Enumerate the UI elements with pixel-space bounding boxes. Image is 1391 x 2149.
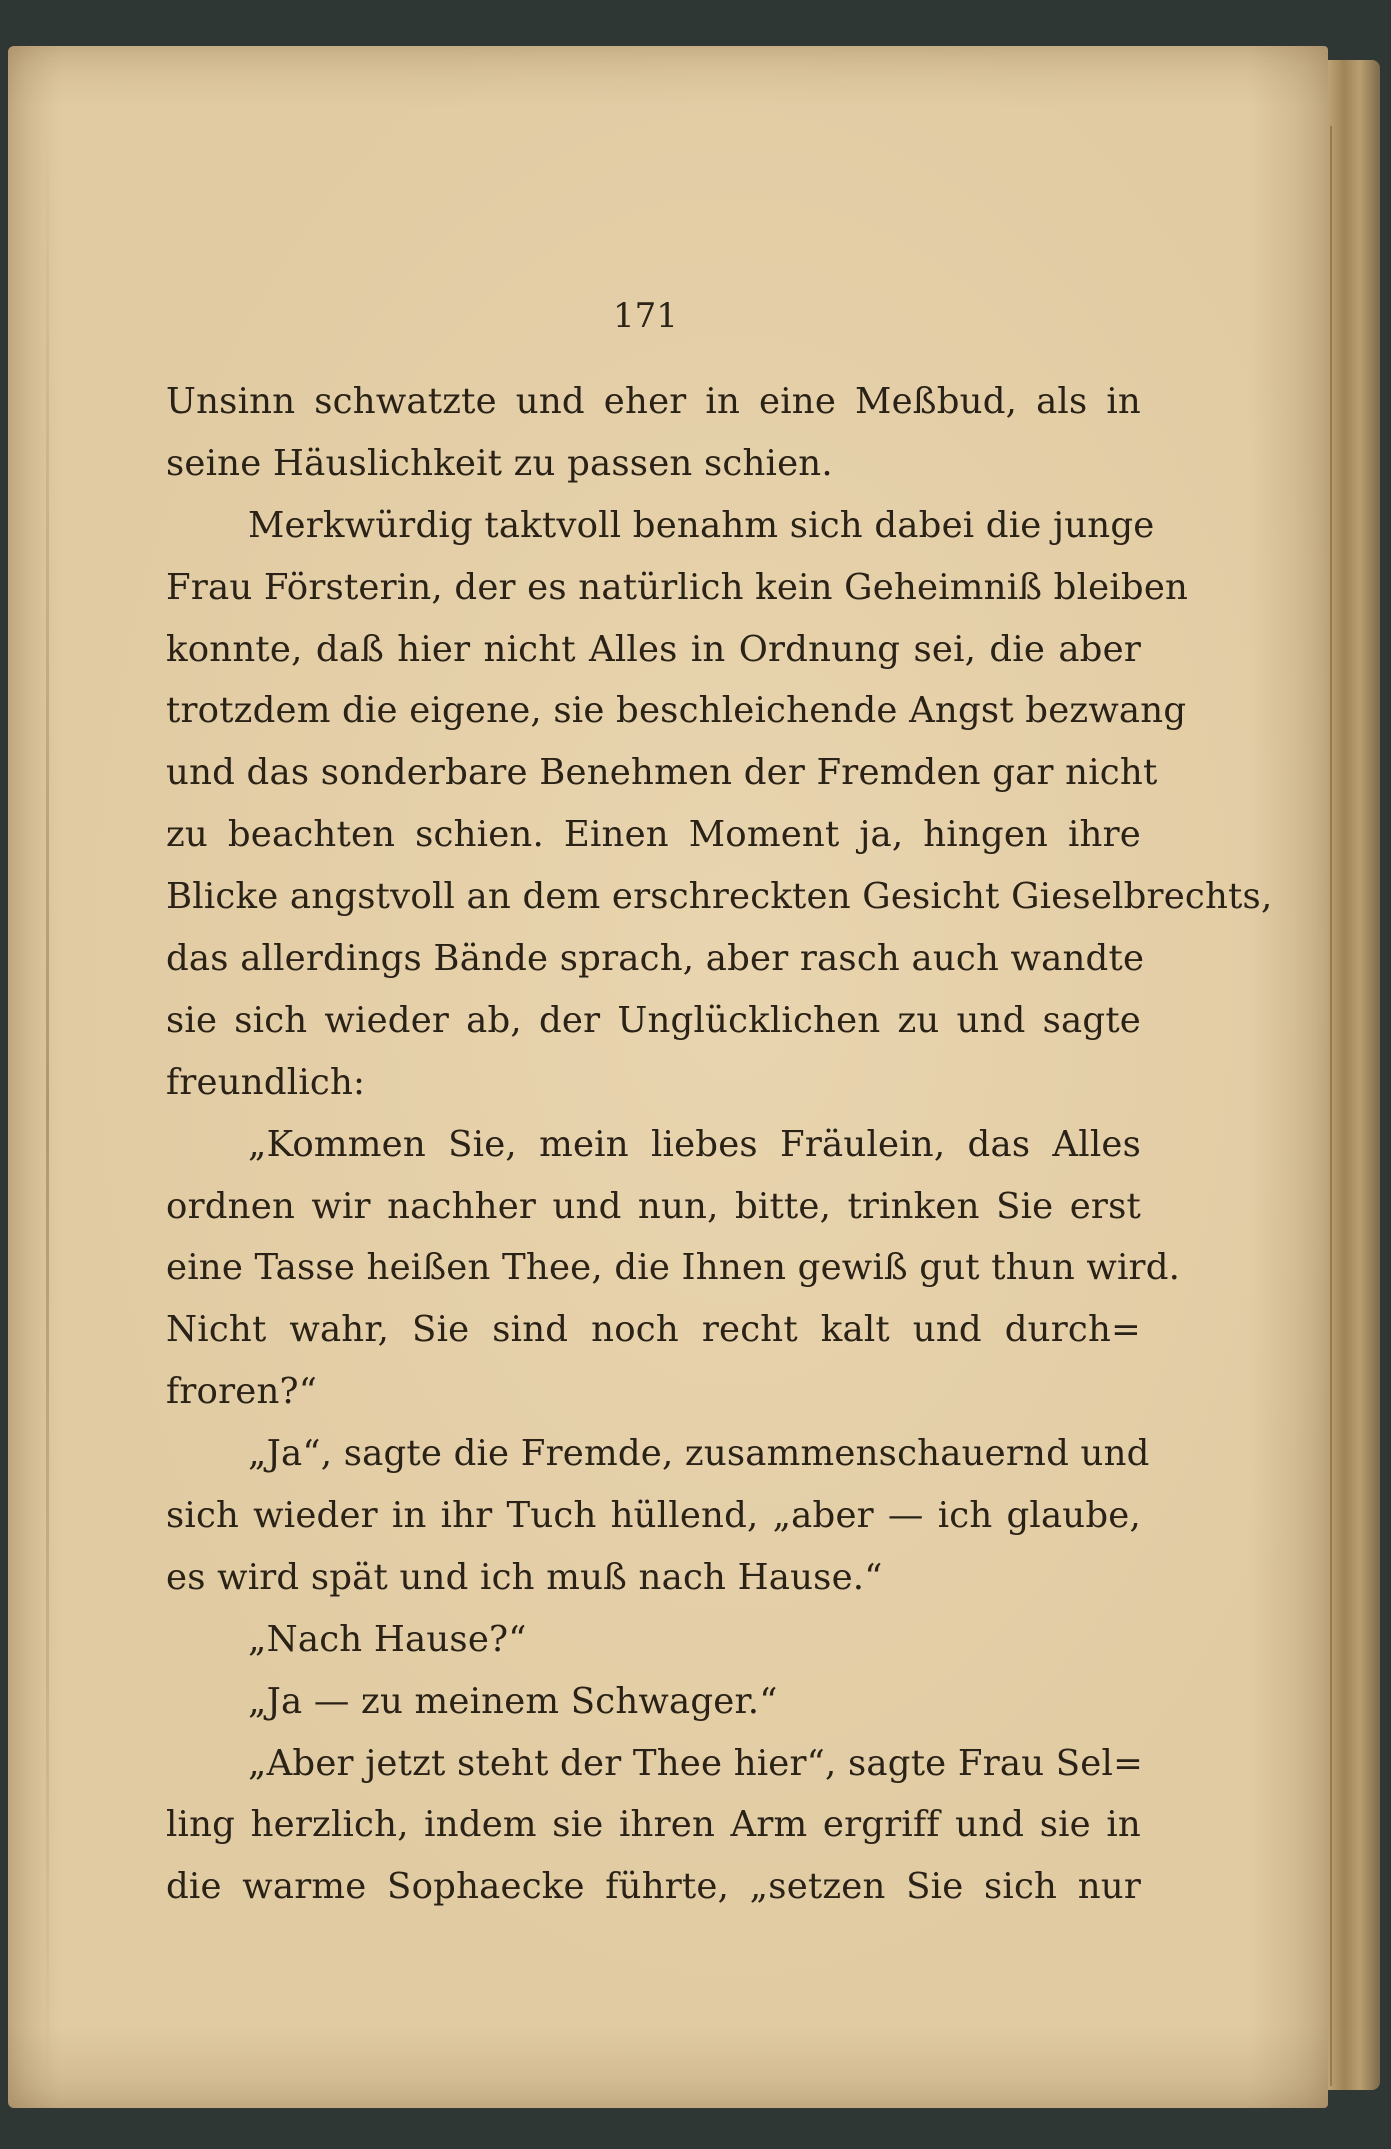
book-page: [8, 46, 1328, 2108]
text-line: ordnen wir nachher und nun, bitte, trinken Sie erst: [166, 1185, 1141, 1227]
text-line: Blicke angstvoll an dem erschreckten Gesicht Gieselbrechts,: [166, 876, 1273, 918]
text-line: seine Häuslichkeit zu passen schien.: [166, 442, 833, 484]
text-line: sie sich wieder ab, der Unglücklichen zu und sagte: [166, 999, 1141, 1041]
text-line: eine Tasse heißen Thee, die Ihnen gewiß gut thun wird.: [166, 1247, 1181, 1289]
text-line: Unsinn schwatzte und eher in eine Meßbud, als in: [166, 381, 1141, 422]
text-line: froren?“: [166, 1371, 318, 1413]
page-number: 171: [613, 296, 678, 336]
body-text: [166, 371, 1273, 1918]
text-line: es wird spät und ich muß nach Hause.“: [166, 1556, 883, 1598]
text-line: freundlich:: [166, 1061, 366, 1103]
text-line: Frau Försterin, der es natürlich kein Geheimniß bleiben: [166, 566, 1189, 608]
text-line: und das sonderbare Benehmen der Fremden gar nicht: [166, 752, 1158, 794]
text-line: die warme Sophaecke führte, „setzen Sie sich nur: [166, 1866, 1141, 1908]
text-line: das allerdings Bände sprach, aber rasch auch wandte: [166, 938, 1145, 980]
text-line: ling herzlich, indem sie ihren Arm ergriff und sie in: [166, 1804, 1141, 1846]
text-line: „Ja“, sagte die Fremde, zusammenschauernd und: [248, 1433, 1150, 1475]
text-line: „Kommen Sie, mein liebes Fräulein, das Alles: [248, 1123, 1141, 1165]
text-line: sich wieder in ihr Tuch hüllend, „aber — ich glaube,: [166, 1495, 1141, 1537]
page-edge-line: [1330, 126, 1332, 2086]
text-line: konnte, daß hier nicht Alles in Ordnung sei, die aber: [166, 628, 1141, 670]
text-line: „Aber jetzt steht der Thee hier“, sagte Frau Sel=: [248, 1742, 1144, 1784]
text-line: „Ja — zu meinem Schwager.“: [248, 1680, 778, 1722]
text-line: zu beachten schien. Einen Moment ja, hingen ihre: [166, 814, 1141, 856]
text-line: Merkwürdig taktvoll benahm sich dabei die junge: [248, 504, 1155, 546]
gutter-shadow: [46, 116, 49, 2096]
text-line: trotzdem die eigene, sie beschleichende Angst bezwang: [166, 690, 1187, 732]
text-line: Nicht wahr, Sie sind noch recht kalt und durch=: [166, 1309, 1141, 1351]
text-line: „Nach Hause?“: [248, 1618, 527, 1660]
